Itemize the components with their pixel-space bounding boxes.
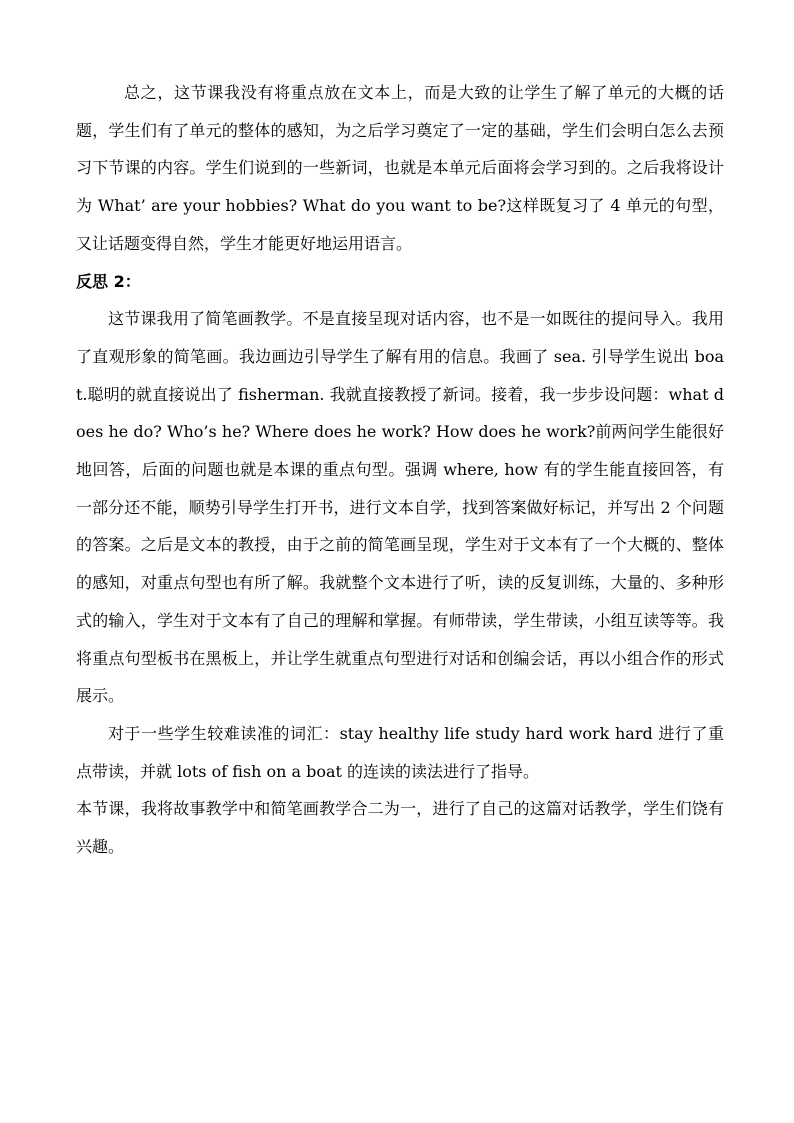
paragraph-conclusion: 本节课，我将故事教学中和简笔画教学合二为一，进行了自己的这篇对话教学，学生们饶有兴趣。 — [76, 799, 724, 857]
paragraph-reflection-body: 这节课我用了简笔画教学。不是直接呈现对话内容，也不是一如既往的提问导入。我用了直观形象的简笔画。我边画边引导学生了解有用的信息。我画了 sea. 引导学生说出 boat.聪明的就直接说出了 fisherman. 我就直接教授了新词。接着，我一步步设问题：what does he do? Who’s he? Where does he work? How does he work?前两问学生能很好地回答，后面的问题也就是本课的重点句型。强调 where, how 有的学生能直接回答，有一部分还不能，顺势引导学生打开书，进行文本自学，找到答案做好标记，并写出 2 个问题的答案。之后是文本的教授，由于之前的简笔画呈现，学生对于文本有了一个大概的、整体的感知，对重点句型也有所了解。我就整个文本进行了听，读的反复训练，大量的、多种形式的输入，学生对于文本有了自己的理解和掌握。有师带读，学生带读，小组互读等等。我将重点句型板书在黑板上，并让学生就重点句型进行对话和创编会话，再以小组合作的形式展示。 — [76, 309, 724, 706]
document-page — [76, 74, 724, 866]
paragraph-summary: 总之，这节课我没有将重点放在文本上，而是大致的让学生了解了单元的大概的话题，学生们有了单元的整体的感知，为之后学习奠定了一定的基础，学生们会明白怎么去预习下节课的内容。学生们说到的一些新词，也就是本单元后面将会学习到的。之后我将设计为 What’ are your hobbies? What do you want to be?这样既复习了 4 单元的句型，又让话题变得自然，学生才能更好地运用语言。 — [76, 83, 724, 253]
section-heading-reflection-2: 反思 2： — [76, 271, 141, 291]
paragraph-vocabulary: 对于一些学生较难读准的词汇：stay healthy life study hard work hard 进行了重点带读，并就 lots of fish on a boat 的连读的读法进行了指导。 — [76, 723, 724, 781]
